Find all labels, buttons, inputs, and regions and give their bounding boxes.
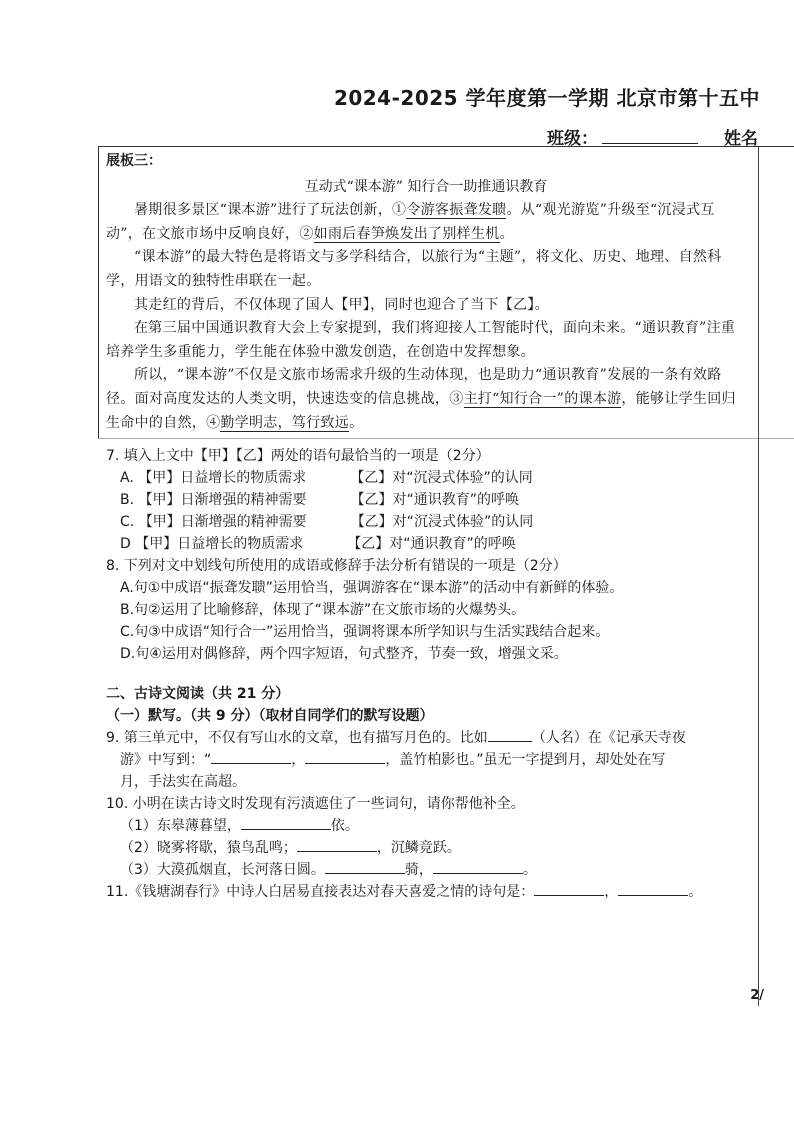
question-9-line-3: 月，手法实在高超。	[120, 774, 246, 790]
panel-paragraph-5	[106, 364, 746, 435]
question-10-item-3	[106, 859, 746, 881]
option-yi: 【乙】对“沉浸式体验”的认同	[350, 470, 533, 486]
header-rule	[98, 146, 794, 147]
text: 。	[688, 884, 703, 900]
panel-paragraph-3: 其走红的背后，不仅体现了国人【甲】，同时也迎合了当下【乙】。	[134, 296, 549, 313]
question-7-option[interactable]	[120, 533, 746, 555]
text: 。	[522, 862, 537, 878]
text: ，	[604, 884, 619, 900]
text: 骑，	[404, 862, 433, 878]
question-10-stem: 10. 小明在读古诗文时发现有污渍遮住了一些词句，请你帮他补全。	[106, 796, 525, 812]
display-panel-three	[106, 150, 746, 435]
underlined-phrase-1: 令游客振聋发聩	[406, 202, 507, 219]
option-letter: B.	[120, 492, 135, 508]
answer-blank[interactable]	[534, 881, 604, 896]
section-2-title: 二、古诗文阅读（共 21 分）	[106, 686, 290, 702]
question-7-option[interactable]	[120, 467, 746, 489]
text: ，能够让学生回归生命中的自然，④	[106, 390, 736, 431]
question-10-item-2	[106, 837, 746, 859]
option-jia: 【甲】日益增长的物质需求	[138, 470, 307, 486]
panel-label: 展板三：	[106, 153, 162, 169]
underlined-phrase-2: 如雨后春笋焕发出了别样生机	[313, 225, 500, 242]
panel-left-border	[98, 146, 99, 438]
text: 所以，“课本游”不仅是文旅市场需求升级的生动体现，也是助力“通识教育”发展的一条有效路径。面对高度发达的人类文明，快速迭变的信息挑战，③	[106, 367, 722, 407]
panel-heading: 互动式“课本游” 知行合一助推通识教育	[304, 178, 548, 195]
option-letter: A.	[120, 470, 134, 486]
question-8-option[interactable]: D.句④运用对偶修辞，两个四字短语，句式整齐，节奏一致，增强文采。	[120, 646, 568, 662]
text: 暑期很多景区“课本游”进行了玩法创新，①	[134, 202, 407, 219]
text: ，盖竹柏影也。”虽无一字提到月，却处处在写	[385, 752, 666, 768]
page-number: 2/	[750, 988, 764, 1003]
text: 11.《钱塘湖春行》中诗人白居易直接表达对春天喜爱之情的诗句是：	[106, 884, 535, 900]
answer-blank[interactable]	[211, 749, 291, 764]
question-8-option[interactable]: C.句③中成语“知行合一”运用恰当，强调将课本所学知识与生活实践结合起来。	[120, 624, 610, 640]
question-8-option[interactable]: B.句②运用了比喻修辞，体现了“课本游”在文旅市场的火爆势头。	[120, 602, 526, 618]
answer-blank[interactable]	[433, 859, 523, 874]
section-2-subtitle: （一）默写。（共 9 分）（取材自同学们的默写设题）	[106, 708, 434, 724]
option-jia: 【甲】日渐增强的精神需要	[138, 514, 307, 530]
option-yi: 【乙】对“沉浸式体验”的认同	[350, 514, 534, 530]
underlined-phrase-3: 主打“知行合一”的课本游	[463, 390, 622, 407]
underlined-phrase-4: 勤学明志，笃行致远	[220, 414, 350, 431]
text: 。	[349, 414, 364, 431]
page-title: 2024-2025 学年度第一学期 北京市第十五中	[333, 86, 760, 110]
question-9-line-2	[106, 749, 746, 771]
text: 。从“观光游览”升级至“沉浸式互动”，在文旅市场中反响良好，②	[106, 202, 715, 242]
answer-blank[interactable]	[618, 881, 688, 896]
page-right-border	[758, 146, 759, 1006]
text: （2）晓雾将歇，猿鸟乱鸣；	[120, 840, 297, 856]
option-letter: D	[120, 536, 131, 552]
question-7-option[interactable]	[120, 511, 746, 533]
text: 9. 第三单元中，不仅有写山水的文章，也有描写月色的。比如	[106, 730, 488, 746]
name-label: 姓名	[724, 129, 758, 149]
option-jia: 【甲】日益增长的物质需求	[135, 536, 304, 552]
spacer	[106, 665, 746, 683]
option-letter: C.	[120, 514, 135, 530]
class-field[interactable]	[602, 129, 698, 144]
option-jia: 【甲】日渐增强的精神需要	[138, 492, 307, 508]
question-10-item-1	[106, 815, 746, 837]
answer-blank[interactable]	[325, 859, 405, 874]
answer-blank[interactable]	[241, 815, 331, 830]
question-9-line-1	[106, 727, 746, 749]
text: （1）东皋薄暮望，	[120, 818, 241, 834]
answer-blank[interactable]	[488, 727, 532, 742]
panel-paragraph-2: “课本游”的最大特色是将语文与多学科结合，以旅行为“主题”，将文化、历史、地理、自然科学，用语文的独特性串联在一起。	[106, 249, 722, 289]
question-7-stem: 7. 填入上文中【甲】【乙】两处的语句最恰当的一项是（2分）	[106, 448, 490, 464]
questions-area	[106, 445, 746, 903]
answer-blank[interactable]	[297, 837, 377, 852]
panel-bottom-border	[98, 438, 794, 439]
text: 。	[499, 225, 514, 242]
text: 游》中写到：“	[120, 752, 212, 768]
panel-paragraph-4: 在第三届中国通识教育大会上专家提到，我们将迎接人工智能时代，面向未来。“通识教育”注重培养学生多重能力，学生能在体验中激发创造，在创造中发挥想象。	[106, 320, 736, 360]
question-11	[106, 881, 746, 903]
text: ，沉鳞竞跃。	[376, 840, 461, 856]
panel-paragraph-1	[106, 199, 746, 246]
text: ，	[291, 752, 306, 768]
question-7-option[interactable]	[120, 489, 746, 511]
option-yi: 【乙】对“通识教育”的呼唤	[350, 492, 520, 508]
option-yi: 【乙】对“通识教育”的呼唤	[347, 536, 516, 552]
class-label: 班级：	[547, 129, 598, 149]
answer-blank[interactable]	[305, 749, 385, 764]
text: （3）大漠孤烟直，长河落日圆。	[120, 862, 325, 878]
question-8-option[interactable]: A.句①中成语“振聋发聩”运用恰当，强调游客在“课本游”的活动中有新鲜的体验。	[120, 580, 624, 596]
question-8-stem: 8. 下列对文中划线句所使用的成语或修辞手法分析有错误的一项是（2分）	[106, 558, 567, 574]
text: 依。	[330, 818, 359, 834]
text: （人名）在《记承天寺夜	[531, 730, 686, 746]
